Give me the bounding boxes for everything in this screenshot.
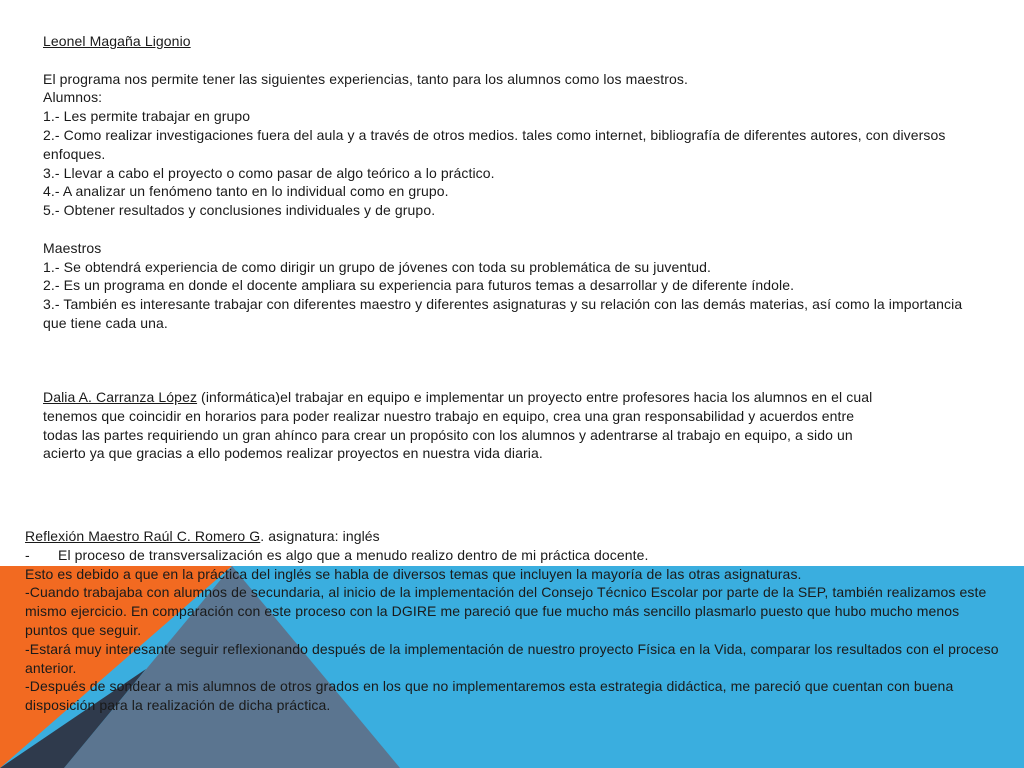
dash-line <box>25 546 1000 565</box>
dalia-reflection <box>43 388 873 463</box>
dalia-paragraph <box>43 388 873 463</box>
maestros-heading: Maestros <box>43 239 102 256</box>
raul-subtitle: . asignatura: inglés <box>260 528 380 544</box>
alumnos-item: 5.- Obtener resultados y conclusiones individuales y de grupo. <box>43 202 436 219</box>
maestros-item: 2.- Es un programa en donde el docente ampliara su experiencia para futuros temas a desarrollar y de diferente índole. <box>43 277 795 294</box>
author-leonel: Leonel Magaña Ligonio <box>43 33 191 49</box>
raul-reflection <box>25 527 1000 715</box>
author-dalia: Dalia A. Carranza López <box>43 389 198 405</box>
raul-paragraph: -Estará muy interesante seguir reflexionando después de la implementación de nuestro proyecto Física en la Vida, comparar los resultados con el proceso anterior. <box>25 640 999 676</box>
alumnos-heading: Alumnos: <box>43 89 103 106</box>
intro-text: El programa nos permite tener las siguientes experiencias, tanto para los alumnos como los maestros. <box>43 70 688 87</box>
raul-title: Reflexión Maestro Raúl C. Romero G <box>25 528 261 544</box>
alumnos-item: 4.- A analizar un fenómeno tanto en lo individual como en grupo. <box>43 183 449 200</box>
dash-line-text: El proceso de transversalización es algo que a menudo realizo dentro de mi práctica docente. <box>58 546 649 563</box>
raul-heading <box>25 527 1000 546</box>
raul-paragraph: Esto es debido a que en la práctica del inglés se habla de diversos temas que incluyen la mayoría de las otras asignaturas. <box>25 565 802 582</box>
maestros-item: 3.- También es interesante trabajar con diferentes maestro y diferentes asignaturas y su relación con las demás materias, así como la importancia que tiene cada una. <box>43 296 963 331</box>
raul-paragraph: -Después de sondear a mis alumnos de otros grados en los que no implementaremos esta estrategia didáctica, me pareció que cuentan con buena disposición para la realización de dicha práctica. <box>25 678 954 714</box>
alumnos-item: 2.- Como realizar investigaciones fuera del aula y a través de otros medios. tales como internet, bibliografía de diferentes autores, con diversos enfoques. <box>43 126 946 162</box>
raul-paragraph: -Cuando trabajaba con alumnos de secundaria, al inicio de la implementación del Consejo Técnico Escolar por parte de la SEP, también realizamos este mismo ejercicio. En comparación con este proceso con la DGIRE me pareció que fue mucho más sencillo plasmarlo puesto que hubo mucho menos puntos que seguir. <box>25 584 987 638</box>
alumnos-item: 1.- Les permite trabajar en grupo <box>43 108 251 125</box>
maestros-item: 1.- Se obtendrá experiencia de como dirigir un grupo de jóvenes con toda su problemática de su juventud. <box>43 258 712 275</box>
dash-bullet: - <box>25 546 30 563</box>
dalia-text: (informática)el trabajar en equipo e implementar un proyecto entre profesores hacia los alumnos en el cual tenemos que coincidir en horarios para poder realizar nuestro trabajo en equipo, crea una gran responsabilidad y acuerdos entre todas las partes requiriendo un gran ahínco para crear un propósito con los alumnos y adentrarse al trabajo en equipo, a sido un acierto ya que gracias a ello podemos realizar proyectos en nuestra vida diaria. <box>43 389 873 462</box>
leonel-reflection <box>43 32 963 333</box>
alumnos-item: 3.- Llevar a cabo el proyecto o como pasar de algo teórico a lo práctico. <box>43 164 495 181</box>
